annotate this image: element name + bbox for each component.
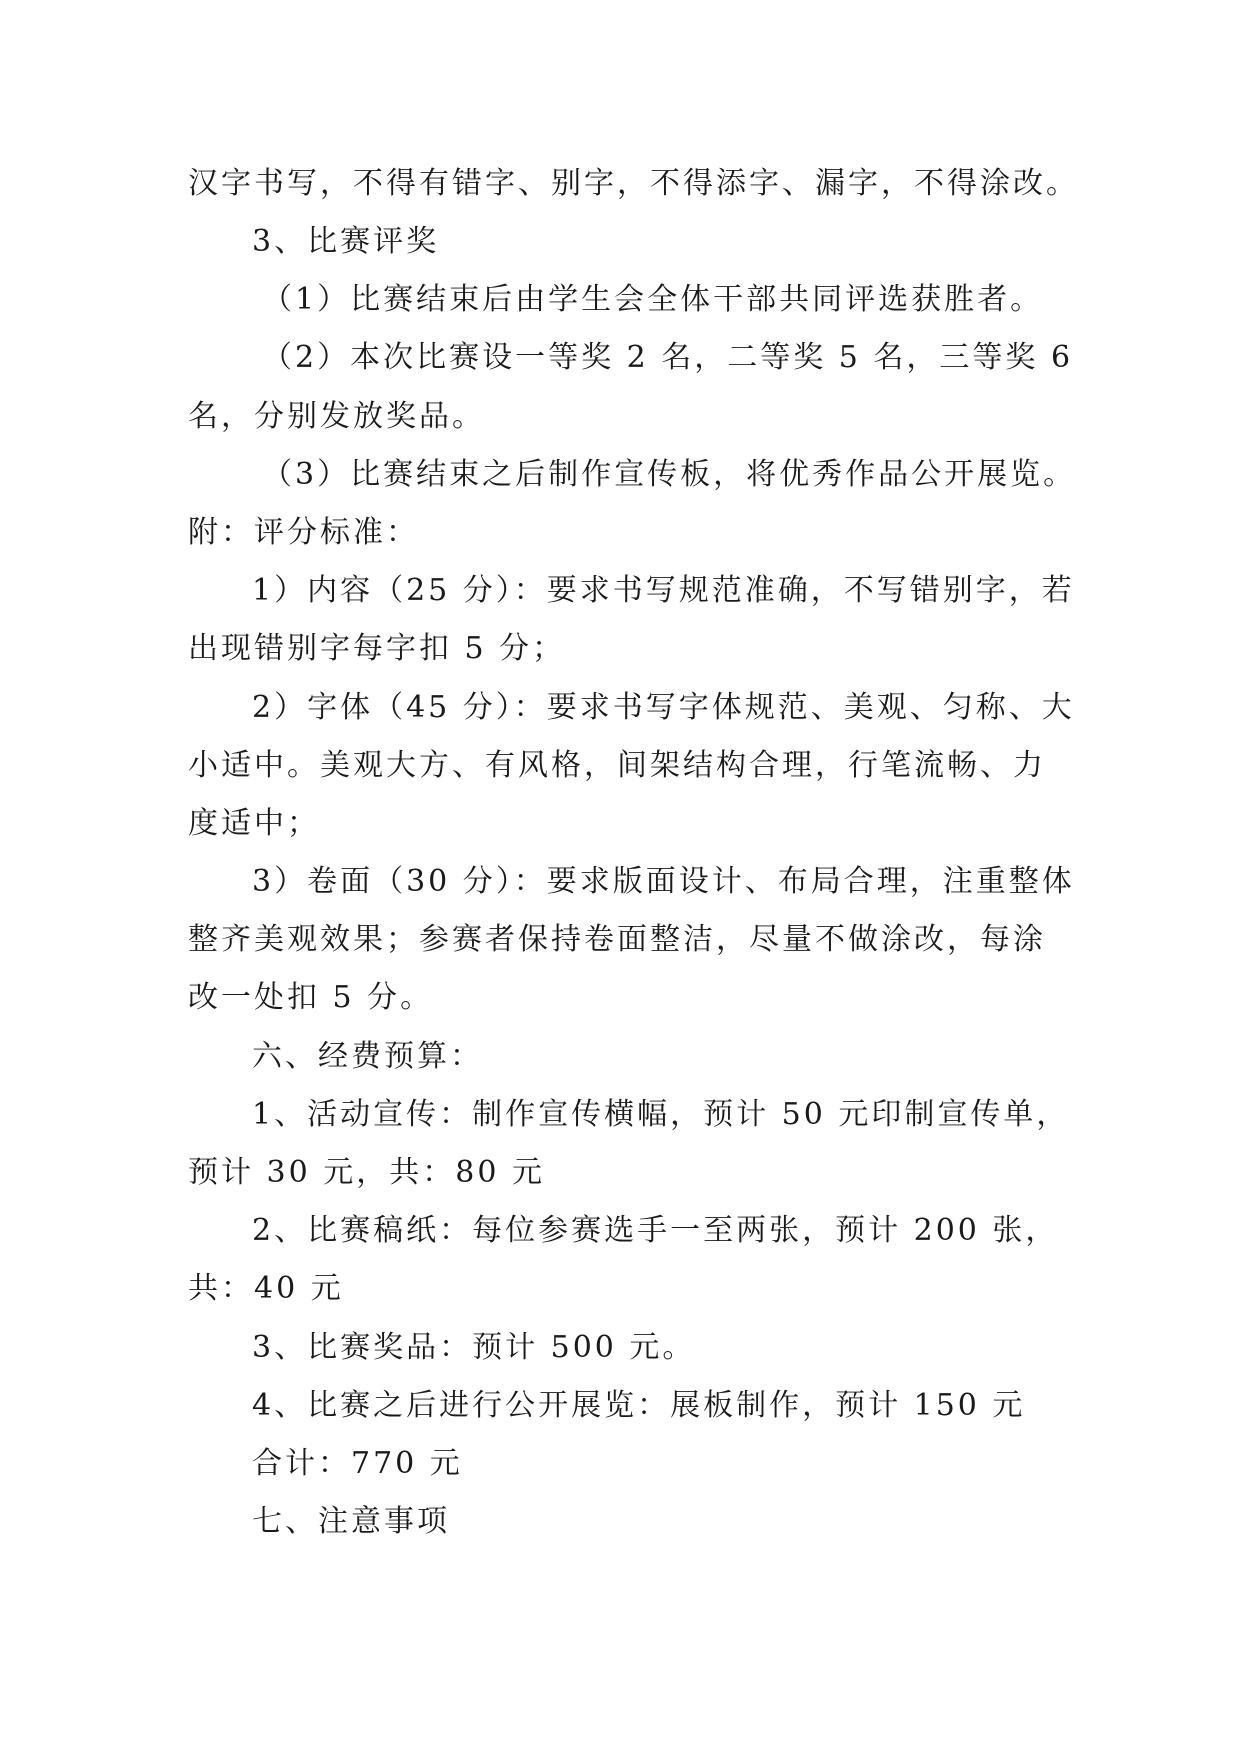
heading-budget: 六、经费预算：	[252, 1039, 483, 1074]
text-line-writing-rules: 汉字书写，不得有错字、别字，不得添字、漏字，不得涂改。	[188, 166, 1079, 201]
text-line-budget-promotion-cont: 预计 30 元，共：80 元	[188, 1155, 545, 1190]
text-line-layout-score-cont: 整齐美观效果；参赛者保持卷面整洁，尽量不做涂改，每涂	[188, 922, 1046, 957]
text-line-content-score-cont: 出现错别字每字扣 5 分；	[188, 631, 566, 666]
heading-precautions: 七、注意事项	[252, 1504, 450, 1539]
text-line-award-2: （2）本次比赛设一等奖 2 名，二等奖 5 名，三等奖 6	[262, 340, 1074, 375]
heading-scoring-criteria: 附：评分标准：	[188, 515, 419, 550]
text-line-budget-prizes: 3、比赛奖品：预计 500 元。	[252, 1330, 696, 1365]
text-line-layout-score: 3）卷面（30 分）：要求版面设计、布局合理，注重整体	[252, 864, 1075, 899]
text-line-award-3: （3）比赛结束之后制作宣传板，将优秀作品公开展览。	[262, 457, 1077, 492]
text-line-font-score: 2）字体（45 分）：要求书写字体规范、美观、匀称、大	[252, 690, 1075, 725]
text-line-budget-exhibition: 4、比赛之后进行公开展览：展板制作，预计 150 元	[252, 1388, 1026, 1423]
text-line-award-1: （1）比赛结束后由学生会全体干部共同评选获胜者。	[262, 282, 1044, 317]
text-line-budget-total: 合计：770 元	[252, 1446, 463, 1481]
text-line-font-score-cont: 小适中。美观大方、有风格，间架结构合理，行笔流畅、力	[188, 748, 1046, 783]
text-line-font-score-cont-2: 度适中；	[188, 806, 320, 841]
text-line-layout-score-cont-2: 改一处扣 5 分。	[188, 980, 434, 1015]
text-line-budget-promotion: 1、活动宣传：制作宣传横幅，预计 50 元印制宣传单，	[252, 1097, 1070, 1132]
text-line-award-2-cont: 名，分别发放奖品。	[188, 399, 485, 434]
heading-award-evaluation: 3、比赛评奖	[252, 224, 440, 259]
text-line-content-score: 1）内容（25 分）：要求书写规范准确，不写错别字，若	[252, 573, 1075, 608]
text-line-budget-paper-cont: 共：40 元	[188, 1271, 344, 1306]
text-line-budget-paper: 2、比赛稿纸：每位参赛选手一至两张，预计 200 张，	[252, 1213, 1059, 1248]
